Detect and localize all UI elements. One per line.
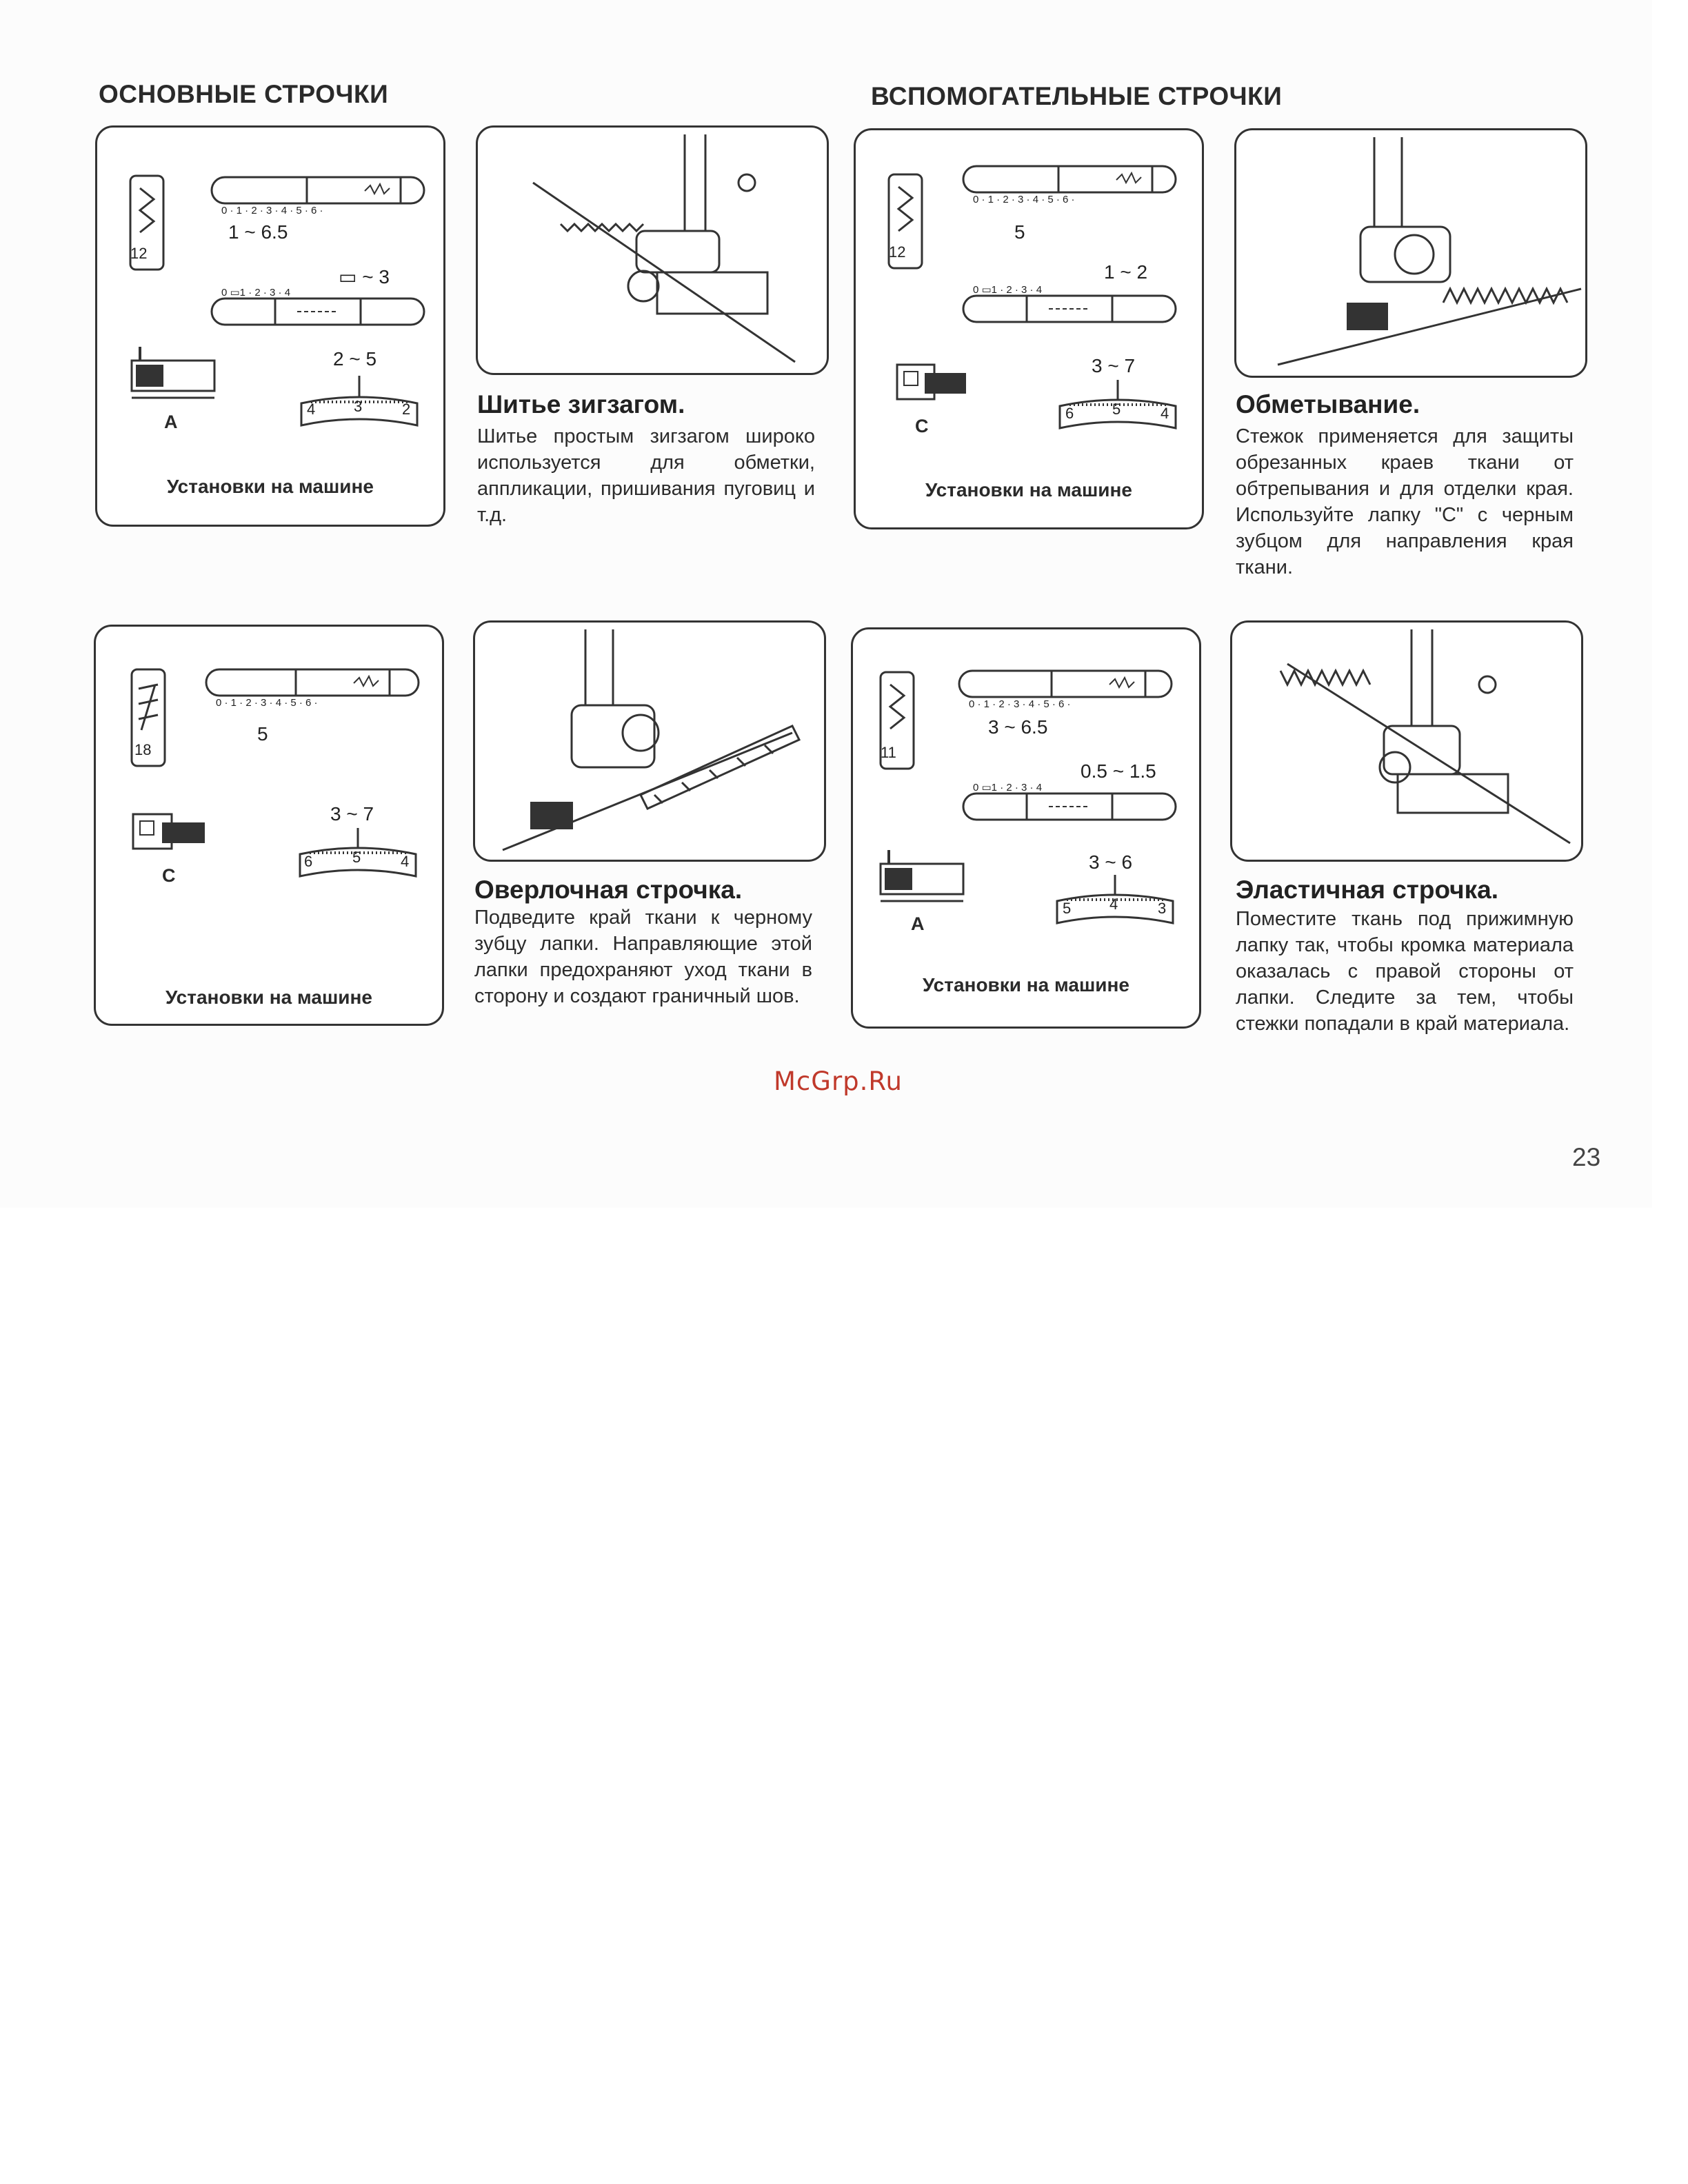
settings-panel-zigzag bbox=[95, 125, 445, 527]
illustration-elastic bbox=[1230, 620, 1583, 862]
dial-center-number: 3 bbox=[354, 398, 363, 415]
stitch-title: Эластичная строчка. bbox=[1236, 876, 1499, 904]
presser-foot-icon bbox=[133, 814, 205, 849]
length-dial-icon bbox=[963, 793, 1176, 820]
settings-diagram bbox=[97, 128, 443, 525]
width-scale: 0 · 1 · 2 · 3 · 4 · 5 · 6 · bbox=[216, 697, 318, 709]
illustration-zigzag bbox=[476, 125, 829, 375]
foot-letter: C bbox=[915, 416, 929, 436]
length-value: 1 ~ 2 bbox=[1104, 261, 1148, 283]
dial-left-number: 6 bbox=[304, 853, 313, 870]
stitch-title: Обметывание. bbox=[1236, 390, 1420, 418]
length-value: ▭ ~ 3 bbox=[339, 266, 390, 287]
dial-right-number: 4 bbox=[1160, 405, 1169, 422]
dial-center-number: 4 bbox=[1109, 896, 1118, 913]
illustration-overlock bbox=[473, 620, 826, 862]
tension-range: 3 ~ 7 bbox=[330, 803, 374, 825]
length-dial-icon bbox=[963, 296, 1176, 322]
width-value: 5 bbox=[1014, 221, 1025, 243]
width-value: 5 bbox=[257, 723, 268, 745]
tension-range: 3 ~ 6 bbox=[1089, 851, 1133, 873]
width-dial-icon bbox=[963, 166, 1176, 192]
presser-foot-icon bbox=[897, 365, 966, 399]
width-scale: 0 · 1 · 2 · 3 · 4 · 5 · 6 · bbox=[969, 698, 1071, 710]
page-number: 23 bbox=[1572, 1143, 1601, 1171]
dial-right-number: 2 bbox=[402, 401, 411, 418]
pattern-number: 12 bbox=[889, 243, 906, 261]
settings-diagram bbox=[856, 130, 1202, 527]
dial-center-number: 5 bbox=[352, 849, 361, 866]
dial-right-number: 3 bbox=[1158, 900, 1167, 917]
dial-center-number: 5 bbox=[1112, 401, 1121, 418]
width-dial-icon bbox=[206, 669, 419, 696]
illustration-overcasting bbox=[1234, 128, 1587, 378]
watermark: McGrp.Ru bbox=[774, 1066, 903, 1096]
settings-panel-overcasting bbox=[854, 128, 1204, 529]
pattern-number: 18 bbox=[134, 741, 152, 758]
settings-diagram bbox=[853, 629, 1199, 1027]
length-value: 0.5 ~ 1.5 bbox=[1081, 760, 1156, 782]
stitch-description: Подведите край ткани к черному зубцу лапки. Направляющие этой лапки предохраняют уход ткани в сторону и создают граничный шов. bbox=[474, 907, 812, 1007]
width-dial-icon bbox=[212, 177, 424, 203]
width-value: 1 ~ 6.5 bbox=[228, 221, 288, 243]
stitch-title: Оверлочная строчка. bbox=[474, 876, 743, 904]
width-scale: 0 · 1 · 2 · 3 · 4 · 5 · 6 · bbox=[973, 194, 1075, 205]
heading-basic-stitches: ОСНОВНЫЕ СТРОЧКИ bbox=[99, 80, 389, 108]
length-scale: 0 ▭1 · 2 · 3 · 4 bbox=[973, 284, 1043, 296]
length-scale: 0 ▭1 · 2 · 3 · 4 bbox=[221, 287, 291, 299]
dial-right-number: 4 bbox=[401, 853, 410, 870]
width-dial-icon bbox=[959, 671, 1172, 697]
dial-left-number: 5 bbox=[1063, 900, 1072, 917]
length-scale: 0 ▭1 · 2 · 3 · 4 bbox=[973, 782, 1043, 793]
width-scale: 0 · 1 · 2 · 3 · 4 · 5 · 6 · bbox=[221, 205, 323, 216]
foot-letter: A bbox=[164, 412, 178, 432]
settings-label: Установки на машине bbox=[925, 479, 1132, 501]
settings-diagram bbox=[96, 627, 442, 1024]
settings-panel-elastic bbox=[851, 627, 1201, 1029]
settings-panel-overlock bbox=[94, 625, 444, 1026]
settings-label: Установки на машине bbox=[923, 974, 1129, 995]
pattern-number: 11 bbox=[881, 744, 896, 761]
stitch-description: Стежок применяется для защиты обрезанных краев ткани от обтрепывания и для отделки края. Используйте лапку "С" с черным зубцом для направления края ткани. bbox=[1236, 425, 1574, 578]
settings-label: Установки на машине bbox=[167, 476, 374, 497]
presser-foot-icon bbox=[881, 850, 963, 901]
foot-letter: A bbox=[911, 913, 925, 934]
length-dial-icon bbox=[212, 299, 424, 325]
stitch-description: Поместите ткань под прижимную лапку так, чтобы кромка материала оказалась с правой стороны от лапки. Следите за тем, чтобы стежки попадали в край материала. bbox=[1236, 908, 1574, 1035]
stitch-title: Шитье зигзагом. bbox=[477, 390, 685, 418]
tension-range: 2 ~ 5 bbox=[333, 348, 377, 370]
width-value: 3 ~ 6.5 bbox=[988, 716, 1048, 738]
tension-range: 3 ~ 7 bbox=[1092, 355, 1136, 376]
heading-auxiliary-stitches: ВСПОМОГАТЕЛЬНЫЕ СТРОЧКИ bbox=[871, 82, 1283, 110]
pattern-number: 12 bbox=[130, 245, 148, 262]
stitch-description: Шитье простым зигзагом широко используется для обметки, аппликации, пришивания пуговиц и т.д. bbox=[477, 425, 815, 526]
presser-foot-icon bbox=[132, 347, 214, 398]
dial-left-number: 4 bbox=[307, 401, 316, 418]
foot-letter: C bbox=[162, 865, 176, 886]
settings-label: Установки на машине bbox=[165, 987, 372, 1008]
dial-left-number: 6 bbox=[1065, 405, 1074, 422]
